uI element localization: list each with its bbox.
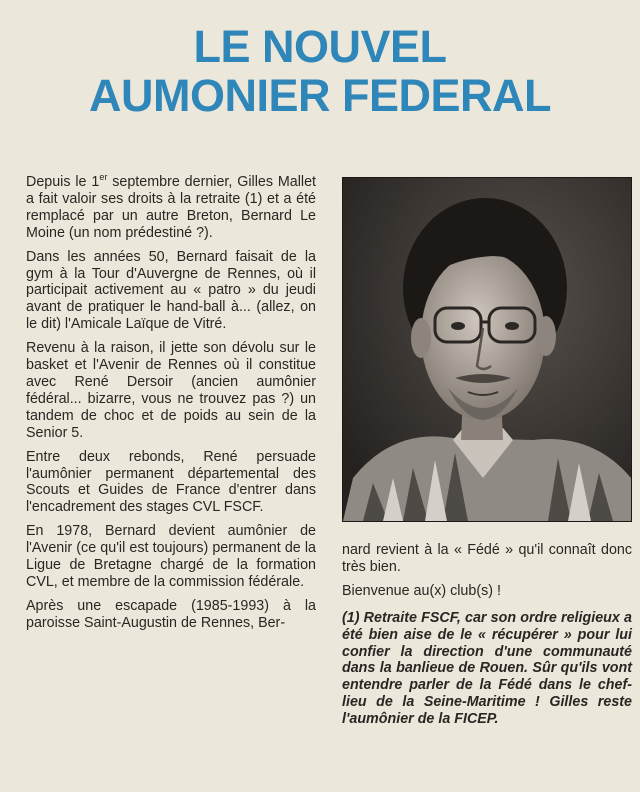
paragraph-1-start: Depuis le 1 [26,174,100,190]
paragraph-3: Revenu à la raison, il jette son dévolu sur le basket et l'Avenir de Rennes où il constitue avec René Dersoir (ancien aumônier fédéral... bizarre, vous ne trouvez pas ?) un tandem de choc et de poids au sein de la Senior 5. [26,340,316,441]
paragraph-1 [26,174,316,242]
title-line-2: AUMONIER FEDERAL [89,70,551,121]
left-column [26,174,316,639]
article-title [0,22,640,120]
ordinal-suffix: er [99,172,108,183]
title-line-1: LE NOUVEL [193,21,447,72]
paragraph-1-rest: septembre dernier, Gilles Mallet a fait valoir ses droits à la retraite (1) et a été remplacé par un autre Breton, Bernard Le Moine (un nom prédestiné ?). [26,174,316,241]
welcome-line: Bienvenue au(x) club(s) ! [342,582,501,599]
paragraph-7: nard revient à la « Fédé » qu'il connaît donc très bien. [342,542,632,575]
paragraph-2: Dans les années 50, Bernard faisait de la gym à la Tour d'Auvergne de Rennes, où il participait activement au « patro » du jeudi avant de pratiquer le hand-ball à... (allez, on le dit) l'Amicale Laïque de Vitré. [26,248,316,333]
portrait-illustration [343,178,631,521]
footnote: (1) Retraite FSCF, car son ordre religieux a été bien aise de le « récupérer » pour lui confier la direction d'une communauté dans la banlieue de Rouen. Sûr qu'ils vont entendre parler de la Fédé dans le chef-lieu de la Seine-Maritime ! Gilles reste l'aumônier de la FICEP. [342,609,632,728]
portrait-photo [342,177,632,522]
right-column [342,542,632,735]
paragraph-6: Après une escapade (1985-1993) à la paroisse Saint-Augustin de Rennes, Ber- [26,597,316,631]
paragraph-4: Entre deux rebonds, René persuade l'aumônier permanent départemental des Scouts et Guides de France d'entrer dans l'encadrement des stages CVL FSCF. [26,448,316,516]
paragraph-5: En 1978, Bernard devient aumônier de l'Avenir (ce qu'il est toujours) permanent de la Ligue de Bretagne chargé de la formation CVL, et membre de la commission fédérale. [26,523,316,590]
